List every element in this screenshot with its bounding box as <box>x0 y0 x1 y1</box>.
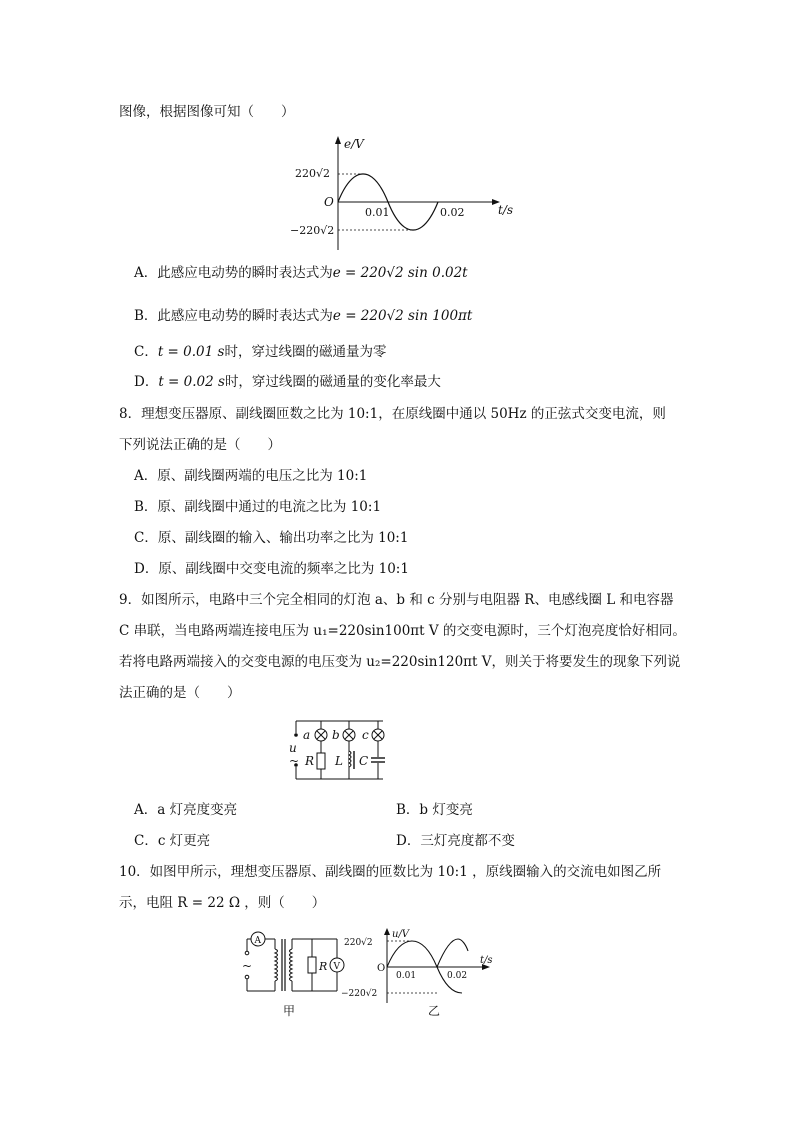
svg-text:R: R <box>319 960 328 973</box>
q8-option-a[interactable]: A．原、副线圈两端的电压之比为 10:1 <box>134 468 368 484</box>
circuit-label-L: L <box>335 754 343 768</box>
q7-option-a[interactable]: A．此感应电动势的瞬时表达式为e = 220√2 sin 0.02t <box>134 265 468 281</box>
circuit-label-a: a <box>303 728 311 742</box>
q8-stem-line1: 8．理想变压器原、副线圈匝数之比为 10:1，在原线圈中通以 50Hz 的正弦式交变电流，则 <box>119 406 666 422</box>
q7-stem-end: 图像，根据图像可知（ ） <box>119 104 295 120</box>
q10-stem-line2: 示，电阻 R = 22 Ω ，则（ ） <box>119 895 326 911</box>
q7-sine-graph <box>290 130 550 255</box>
q7-origin-label: O <box>324 195 334 209</box>
q10-tick-pos: 220√2 <box>344 938 373 948</box>
q9-stem-line2: C 串联，当电路两端连接电压为 u₁=220sin100πt V 的交变电源时，三个灯泡亮度恰好相同。 <box>119 623 686 639</box>
circuit-label-R: R <box>305 754 315 768</box>
svg-text:A: A <box>254 936 261 946</box>
circuit-label-u: u <box>289 741 297 755</box>
lamp-a-icon <box>315 729 327 741</box>
q7-tick-t1: 0.01 <box>365 206 390 219</box>
primary-coil-icon <box>275 949 278 981</box>
q8-stem-line2: 下列说法正确的是（ ） <box>119 437 281 453</box>
q7-option-d[interactable]: D．t = 0.02 s时，穿过线圈的磁通量的变化率最大 <box>134 374 441 390</box>
q10-y-axis-label: u/V <box>392 929 410 940</box>
figure-label-yi: 乙 <box>428 1004 441 1018</box>
q7-option-b[interactable]: B．此感应电动势的瞬时表达式为e = 220√2 sin 100πt <box>134 308 473 324</box>
q9-option-b[interactable]: B．b 灯变亮 <box>396 802 473 818</box>
q10-tick-t2: 0.02 <box>447 971 468 981</box>
lamp-b-icon <box>343 729 355 741</box>
circuit-label-c: c <box>362 728 369 742</box>
q8-option-b[interactable]: B．原、副线圈中通过的电流之比为 10:1 <box>134 499 382 515</box>
q9-option-a[interactable]: A．a 灯亮度变亮 <box>134 802 238 818</box>
q7-tick-pos: 220√2 <box>295 167 331 180</box>
q9-stem-line4: 法正确的是（ ） <box>119 685 241 701</box>
q10-tick-neg: −220√2 <box>341 989 378 999</box>
q7-tick-t2: 0.02 <box>440 206 465 219</box>
lamp-c-icon <box>372 729 384 741</box>
svg-text:~: ~ <box>242 959 253 973</box>
q10-voltage-graph <box>340 925 500 1020</box>
inductor-icon <box>349 751 351 767</box>
q9-circuit-diagram <box>288 715 398 785</box>
q10-transformer-diagram <box>237 925 349 1020</box>
q9-option-d[interactable]: D．三灯亮度都不变 <box>396 833 515 849</box>
secondary-coil-icon <box>290 949 293 981</box>
q7-y-axis-label: e/V <box>344 137 364 151</box>
svg-text:V: V <box>333 962 340 972</box>
q9-stem-line1: 9．如图所示，电路中三个完全相同的灯泡 a、b 和 c 分别与电阻器 R、电感线圈 L 和电容器 <box>119 592 674 608</box>
q7-tick-neg: −220√2 <box>290 224 335 237</box>
q7-x-axis-label: t/s <box>498 203 514 217</box>
q9-stem-line3: 若将电路两端接入的交变电源的电压变为 u₂=220sin120πt V，则关于将要发生的现象下列说 <box>119 654 681 670</box>
q9-option-c[interactable]: C．c 灯更亮 <box>134 833 211 849</box>
circuit-label-b: b <box>332 728 340 742</box>
q10-x-axis-label: t/s <box>480 955 493 966</box>
resistor-icon <box>317 753 325 769</box>
q8-option-d[interactable]: D．原、副线圈中交变电流的频率之比为 10:1 <box>134 561 409 577</box>
q8-option-c[interactable]: C．原、副线圈的输入、输出功率之比为 10:1 <box>134 530 409 546</box>
figure-label-jia: 甲 <box>283 1004 296 1018</box>
q7-option-c[interactable]: C．t = 0.01 s时，穿过线圈的磁通量为零 <box>134 344 387 360</box>
circuit-label-C: C <box>359 754 369 768</box>
circuit-label-tilde: ~ <box>289 754 300 768</box>
q10-tick-t1: 0.01 <box>396 971 417 981</box>
resistor-icon <box>308 957 316 973</box>
q10-origin-label: O <box>377 963 386 974</box>
q10-stem-line1: 10．如图甲所示，理想变压器原、副线圈的匝数比为 10:1 ，原线圈输入的交流电如图乙所 <box>119 864 662 880</box>
